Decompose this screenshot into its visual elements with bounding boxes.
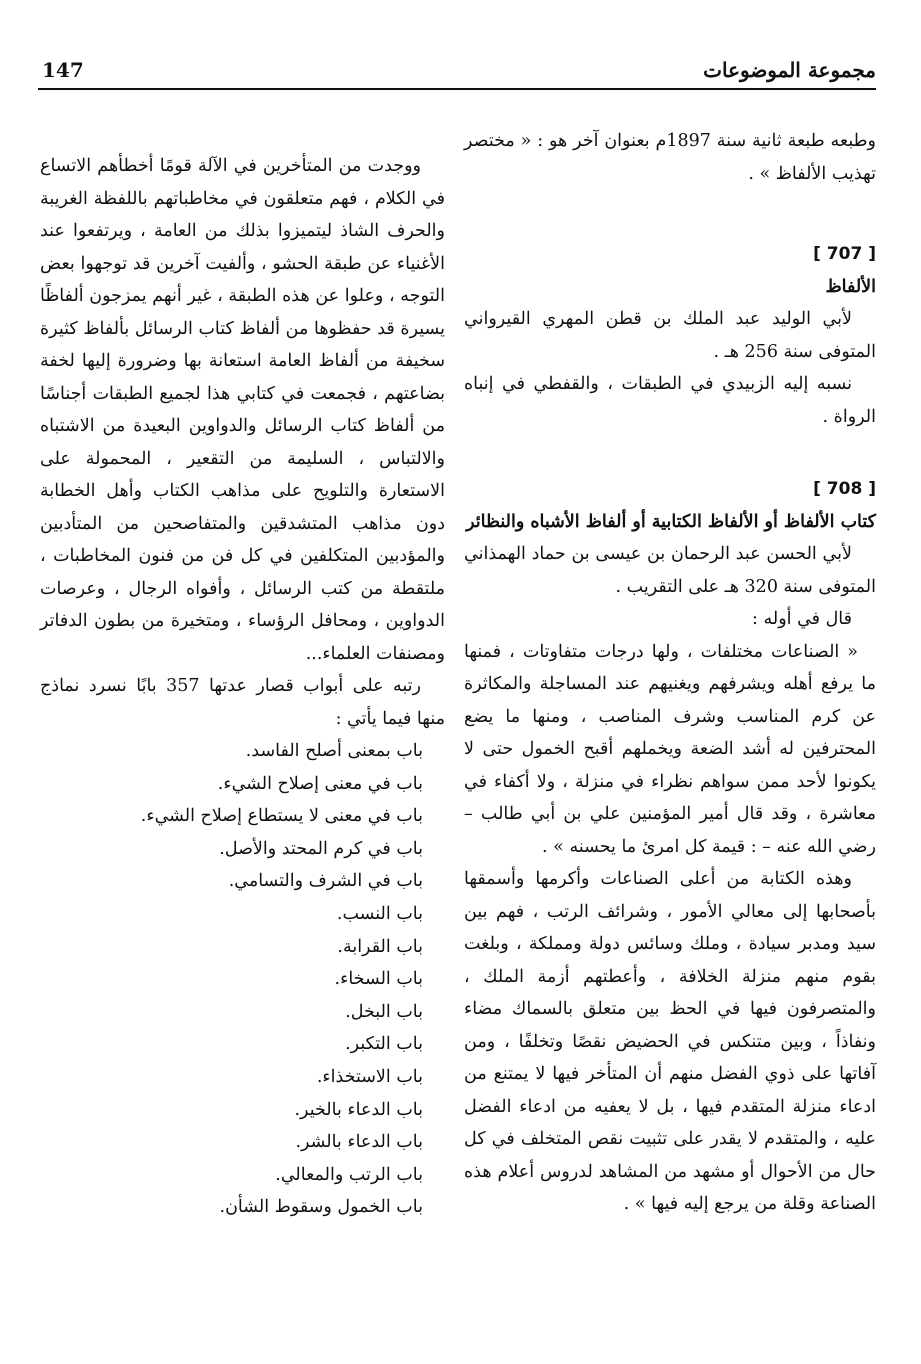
list-item: باب الرتب والمعالي. <box>275 1164 423 1185</box>
list-item: باب في الشرف والتسامي. <box>228 871 423 892</box>
chapter-list <box>40 735 423 1224</box>
list-item: باب بمعنى أصلح الفاسد. <box>245 741 423 761</box>
header-rule <box>38 88 876 90</box>
list-item: باب السخاء. <box>334 969 423 990</box>
entry-707 <box>464 238 876 433</box>
list-item: باب النسب. <box>336 903 423 924</box>
list-item: باب الاستخذاء. <box>316 1066 423 1087</box>
page-number: 147 <box>42 58 84 82</box>
list-item: باب الدعاء بالشر. <box>295 1132 423 1153</box>
entry-paragraph: قال في أوله : <box>752 609 852 629</box>
body-paragraph: رتبه على أبواب قصار عدتها 357 بابًا نسرد نماذج منها فيما يأتي : <box>40 676 445 729</box>
entry-number: [ 708 ] <box>813 479 876 499</box>
body-paragraph: ووجدت من المتأخرين في الآلة قومًا أخطأهم الاتساع في الكلام ، فهم متعلقون في مخاطباتهم باللفظة الغريبة والحرف الشاذ ليتميزوا بذلك من العامة ، ويرتفعوا عند الأغنياء عن طبقة الحشو ، وألفيت آخرين قد توجهوا بعض التوجه ، وعلوا عن هذه الطبقة ، غير أنهم يمزجون ألفاظًا يسيرة قد حفظوها من ألفاظ كتاب الرسائل بألفاظ كثيرة سخيفة من ألفاظ العامة استعانة بها وضرورة إليها لخفة بضاعتهم ، فجمعت في كتابي هذا لجميع الطبقات أجناسًا من ألفاظ كتاب الرسائل والدواوين البعيدة من الاشتباه والالتباس ، السليمة من التقعير ، المحمولة على الاستعارة والتلويح على مذاهب الكتاب وأهل الخطابة دون مذاهب المتشدقين والمتفاصحين من المتأدبين والمؤدبين المتكلفين في كل فن من فنون المخاطبات ، ملتقطة من كتب الرسائل ، وأفواه الرجال ، وعرصات الدواوين ، ومحافل الرؤساء ، ومتخيرة من بطون الدفاتر ومصنفات العلماء... <box>40 156 445 664</box>
entry-author: لأبي الوليد عبد الملك بن قطن المهري القيرواني المتوفى سنة 256 هـ . <box>464 309 876 362</box>
intro-paragraph: وطبعه طبعة ثانية سنة 1897م بعنوان آخر هو : « مختصر تهذيب الألفاظ » . <box>464 131 876 184</box>
list-item: باب القرابة. <box>337 936 423 957</box>
left-column <box>40 150 445 1224</box>
entry-paragraph: وهذه الكتابة من أعلى الصناعات وأكرمها وأسمقها بأصحابها إلى معالي الأمور ، وشرائف الرتب ، فهم بين سيد ومدبر سيادة ، وملك وسائس دولة ومملكة ، وبلغت بقوم منهم منزلة الخلافة ، وأعطتهم أزمة الملك ، والمتصرفون فيها في الحظ بين متعلق بالسماك مضاء ونفاذاً ، وبين متنكس في الحضيض نقصًا وتخلفًا ، ومن آفاتها على ذوي الفضل منهم أن المتأخر فيها لا يمتنع من ادعاء منزلة المتقدم فيها ، بل لا يعفيه من ادعاء الفضل عليه ، والمتقدم لا يقدر على تثبيت نقص المتخلف في كل حال من الأحوال أو مشهد من المشاهد لدروس أعلام هذه الصناعة وقلة من يرجع إليه فيها » . <box>464 869 876 1214</box>
entry-paragraph: نسبه إليه الزبيدي في الطبقات ، والقفطي في إنباه الرواة . <box>464 374 876 427</box>
entry-quote: « الصناعات مختلفات ، ولها درجات متفاوتات ، فمنها ما يرفع أهله ويشرفهم ويغنيهم عند المساجلة والمكاثرة عن كرم المناسب وشرف المناصب ، ومنها ما يضع المحترفين له أشد الضعة ويخملهم أقبح الخمول حتى لا يكونوا لأحد ممن سواهم نظراء في منزلة ، ولا أكفاء في معاشرة ، وقد قال أمير المؤمنين علي بن أبي طالب – رضي الله عنه – : قيمة كل امرئ ما يحسنه » . <box>464 641 876 857</box>
entry-708 <box>464 473 876 1221</box>
spacer <box>464 433 876 473</box>
right-column <box>464 125 876 1221</box>
entry-author: لأبي الحسن عبد الرحمان بن عيسى بن حماد الهمذاني المتوفى سنة 320 هـ على التقريب . <box>464 544 876 597</box>
list-item: باب في كرم المحتد والأصل. <box>219 838 423 859</box>
entry-number: [ 707 ] <box>813 244 876 264</box>
list-item: باب البخل. <box>345 1001 423 1022</box>
list-item: باب التكبر. <box>345 1034 423 1055</box>
spacer <box>464 190 876 238</box>
entry-title: الألفاظ <box>825 276 876 297</box>
list-item: باب في معنى إصلاح الشيء. <box>217 773 423 794</box>
entry-title: كتاب الألفاظ أو الألفاظ الكتابية أو ألفاظ الأشباه والنظائر <box>466 511 876 532</box>
running-title: مجموعة الموضوعات <box>703 58 876 82</box>
list-item: باب الدعاء بالخير. <box>294 1099 423 1120</box>
list-item: باب الخمول وسقوط الشأن. <box>219 1197 423 1218</box>
list-item: باب في معنى لا يستطاع إصلاح الشيء. <box>140 806 423 827</box>
